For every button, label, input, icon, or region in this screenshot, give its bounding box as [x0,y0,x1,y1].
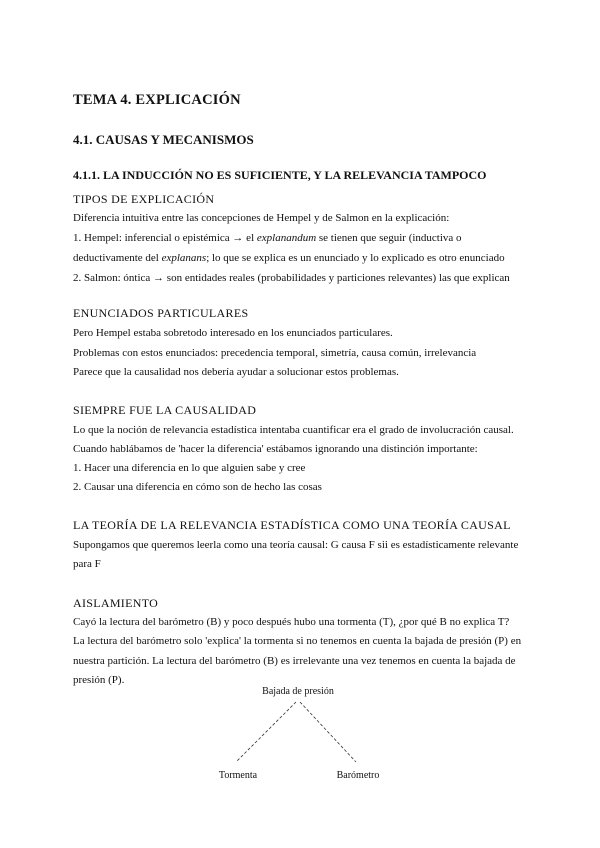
paragraph-line: Problemas con estos enunciados: precedencia temporal, simetría, causa común, irrelevancia [73,347,477,359]
subsection-heading: 4.1.1. LA INDUCCIÓN NO ES SUFICIENTE, Y LA RELEVANCIA TAMPOCO [73,168,487,182]
paragraph-line: Lo que la noción de relevancia estadística intentaba cuantificar era el grado de involucración causal. [73,424,514,436]
paragraph-line: nuestra partición. La lectura del barómetro (B) es irrelevante una vez tenemos en cuenta la bajada de [73,655,516,667]
paragraph-line: 2. Causar una diferencia en cómo son de hecho las cosas [73,481,322,493]
heading-enunciados-particulares: ENUNCIADOS PARTICULARES [73,306,249,320]
heading-tipos-explicacion: TIPOS DE EXPLICACIÓN [73,192,215,206]
paragraph-line: La lectura del barómetro solo 'explica' la tormenta si no tenemos en cuenta la bajada de presión (P) en [73,635,522,647]
paragraph-line: para F [73,558,101,570]
paragraph-line: Diferencia intuitiva entre las concepciones de Hempel y de Salmon en la explicación: [73,212,450,224]
causal-diagram [200,680,420,790]
heading-siempre-causalidad: SIEMPRE FUE LA CAUSALIDAD [73,403,257,417]
paragraph-line: Cayó la lectura del barómetro (B) y poco después hubo una tormenta (T), ¿por qué B no explica T? [73,616,510,628]
paragraph-line [73,252,505,264]
paragraph-line: Pero Hempel estaba sobretodo interesado en los enunciados particulares. [73,327,393,339]
text-run: deductivamente del [73,252,162,264]
heading-aislamiento: AISLAMIENTO [73,596,159,610]
paragraph-line: Supongamos que queremos leerla como una teoría causal: G causa F sii es estadísticamente relevante [73,539,519,551]
node-bajada-presion: Bajada de presión [262,686,334,697]
italic-term: explanandum [256,232,317,244]
paragraph-line: 2. Salmon: óntica → son entidades reales (probabilidades y particiones relevantes) las que explican [73,272,510,284]
document-title: TEMA 4. EXPLICACIÓN [73,92,241,108]
edge-presion-tormenta [236,702,296,762]
section-heading: 4.1. CAUSAS Y MECANISMOS [73,132,254,147]
italic-term: explanans [161,252,207,264]
edge-presion-barometro [300,702,356,762]
text-run: se tienen que seguir (inductiva o [316,232,462,244]
paragraph-line [73,232,462,244]
node-tormenta: Tormenta [218,770,258,781]
text-run: ; lo que se explica es un enunciado y lo explicado es otro enunciado [206,252,505,264]
text-run: 1. Hempel: inferencial o epistémica → el [73,232,257,244]
paragraph-line: Cuando hablábamos de 'hacer la diferencia' estábamos ignorando una distinción importante: [73,443,478,455]
node-barometro: Barómetro [336,770,380,781]
paragraph-line: Parece que la causalidad nos debería ayudar a solucionar estos problemas. [73,366,399,378]
paragraph-line: 1. Hacer una diferencia en lo que alguien sabe y cree [73,462,306,474]
heading-teoria-relevancia: LA TEORÍA DE LA RELEVANCIA ESTADÍSTICA COMO UNA TEORÍA CAUSAL [73,518,511,532]
paragraph-line: presión (P). [73,674,125,686]
